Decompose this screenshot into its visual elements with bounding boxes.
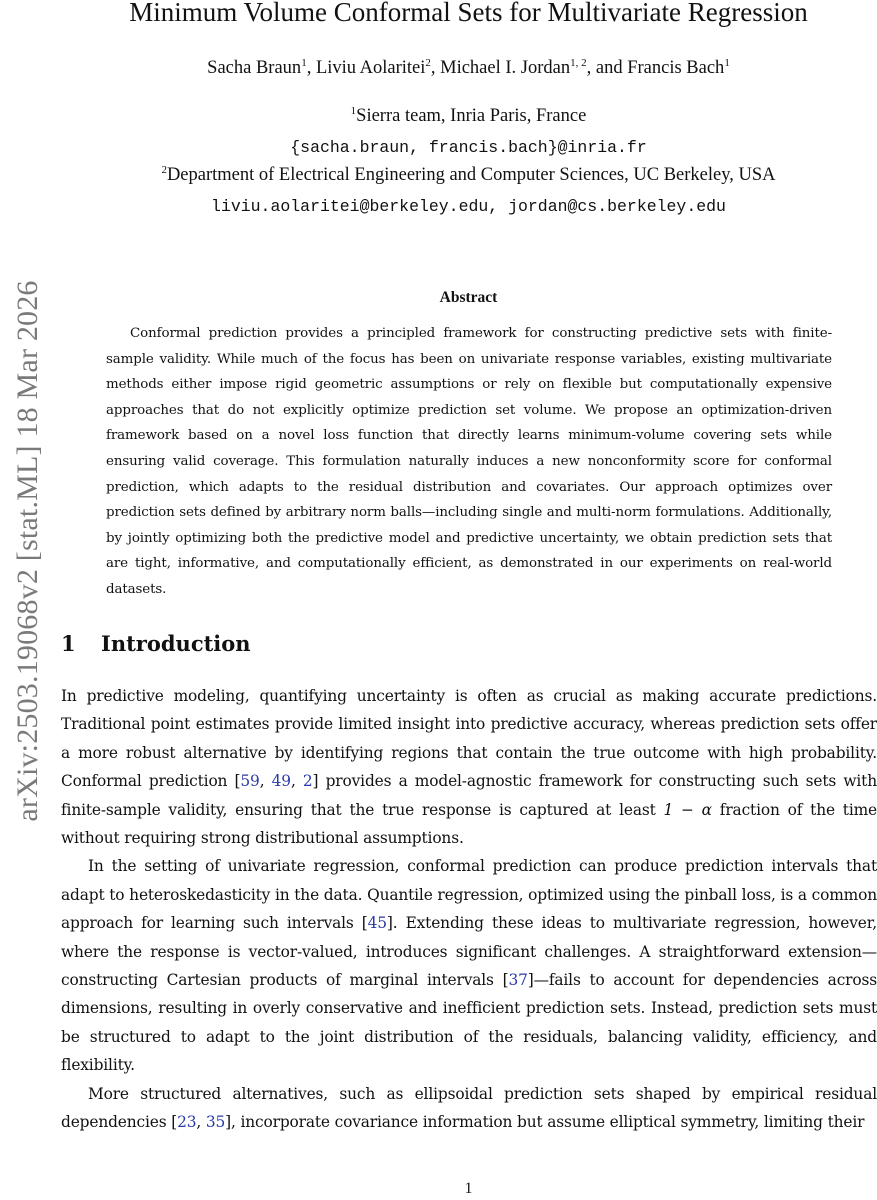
citation-link[interactable]: 45 bbox=[367, 914, 387, 933]
author-name: Francis Bach bbox=[627, 58, 725, 78]
affiliation-1 bbox=[0, 106, 877, 127]
paragraph-text: More structured alternatives, such as ellipsoidal prediction sets shaped by empirical residual dependencies [ bbox=[61, 1084, 877, 1132]
abstract-text: Conformal prediction provides a principled framework for constructing predictive sets with finite-sample validity. While much of the focus has been on univariate response variables, existing multivariate methods either impose rigid geometric assumptions or rely on flexible but computationally expensive approaches that do not explicitly optimize prediction set volume. We propose an optimization-driven framework based on a novel loss function that directly learns minimum-volume covering sets while ensuring valid coverage. This formulation naturally induces a new nonconformity score for conformal prediction, which adapts to the residual distribution and covariates. Our approach optimizes over prediction sets defined by arbitrary norm balls—including single and multi-norm formulations. Additionally, by jointly optimizing both the predictive model and predictive uncertainty, we obtain prediction sets that are tight, informative, and computationally efficient, as demonstrated in our experiments on real-world datasets. bbox=[106, 326, 832, 597]
author-name: Michael I. Jordan bbox=[440, 58, 571, 78]
affiliation-2 bbox=[0, 165, 877, 186]
paragraph: In predictive modeling, quantifying uncertainty is often as crucial as making accurate predictions. Traditional point estimates provide limited insight into predictive accuracy, whereas prediction sets offer a more robust alternative by identifying regions that contain the true outcome with high probability. Conformal prediction [59, 49, 2] provides a model-agnostic framework for constructing such sets with finite-sample validity, ensuring that the true response is captured at least 1 − α fraction of the time without requiring strong distributional assumptions. bbox=[61, 687, 877, 848]
affiliation-2-email: liviu.aolaritei@berkeley.edu, jordan@cs.berkeley.edu bbox=[211, 197, 726, 216]
paper-title: Minimum Volume Conformal Sets for Multivariate Regression bbox=[129, 0, 808, 27]
section-title: Introduction bbox=[101, 631, 251, 656]
author-affiliation-mark: 1 bbox=[301, 57, 307, 69]
introduction-body bbox=[61, 682, 877, 1137]
affiliation-mark: 1 bbox=[350, 105, 357, 117]
abstract-heading: Abstract bbox=[439, 289, 498, 306]
affiliation-text: Sierra team, Inria Paris, France bbox=[356, 106, 587, 126]
author-affiliation-mark: 1, 2 bbox=[570, 57, 587, 69]
affiliation-1-email: {sacha.braun, francis.bach}@inria.fr bbox=[290, 138, 647, 157]
paragraph-text: ] provides a model-agnostic framework for constructing such sets with finite-sample validity, ensuring that the true response is captured at least bbox=[61, 772, 877, 819]
affiliation-text: Department of Electrical Engineering and Computer Sciences, UC Berkeley, USA bbox=[166, 165, 776, 185]
paragraph: More structured alternatives, such as ellipsoidal prediction sets shaped by empirical residual dependencies [23, 35], incorporate covariance information but assume elliptical symmetry, limiting their bbox=[61, 1084, 877, 1132]
author-name: Liviu Aolaritei bbox=[315, 58, 426, 78]
citation-link[interactable]: 49 bbox=[271, 772, 291, 791]
author-separator: , bbox=[306, 58, 316, 78]
section-number: 1 bbox=[61, 631, 76, 656]
paragraph-text: fraction of the time without requiring strong distributional assumptions. bbox=[61, 800, 877, 848]
citation-link[interactable]: 35 bbox=[205, 1113, 226, 1132]
citation-link[interactable]: 23 bbox=[177, 1113, 197, 1132]
paragraph-text: ], incorporate covariance information but assume elliptical symmetry, limiting their bbox=[225, 1113, 865, 1132]
author-list bbox=[0, 58, 877, 79]
arxiv-sidebar bbox=[7, 226, 49, 876]
citation-link[interactable]: 59 bbox=[240, 772, 260, 791]
section-heading-introduction bbox=[61, 631, 251, 656]
paragraph-text: In the setting of univariate regression, conformal prediction can produce prediction intervals that adapt to heteroskedasticity in the data. Quantile regression, optimized using the pinball loss, is a common approach for learning such intervals [ bbox=[61, 857, 877, 933]
author-affiliation-mark: 1 bbox=[724, 57, 730, 69]
paragraph-text: ]. Extending these ideas to multivariate regression, however, where the response is vector-valued, introduces significant challenges. A straightforward extension—constructing Cartesian products of marginal intervals [ bbox=[61, 914, 877, 990]
citation-link[interactable]: 2 bbox=[302, 772, 313, 791]
arxiv-identifier: arXiv:2503.19068v2 [stat.ML] 18 Mar 2026 bbox=[11, 280, 44, 822]
paragraph-text: In predictive modeling, quantifying uncertainty is often as crucial as making accurate predictions. Traditional point estimates provide limited insight into predictive accuracy, whereas prediction sets offer a more robust alternative by identifying regions that contain the true outcome with high probability. Conformal prediction [ bbox=[61, 687, 877, 791]
math-expression: 1 − α bbox=[663, 800, 712, 819]
author-affiliation-mark: 2 bbox=[425, 57, 431, 69]
paragraph bbox=[61, 852, 877, 1079]
paragraph-text: ]—fails to account for dependencies across dimensions, resulting in overly conservative and inefficient prediction sets. Instead, prediction sets must be structured to adapt to the joint distribution of the residuals, balancing validity, efficiency, and flexibility. bbox=[61, 971, 877, 1075]
affiliation-mark: 2 bbox=[161, 164, 167, 176]
author-separator: , bbox=[430, 58, 441, 78]
author-separator: , and bbox=[586, 58, 628, 78]
author-name: Sacha Braun bbox=[207, 58, 302, 78]
citation-link[interactable]: 37 bbox=[508, 971, 528, 990]
page-number: 1 bbox=[464, 1180, 473, 1197]
